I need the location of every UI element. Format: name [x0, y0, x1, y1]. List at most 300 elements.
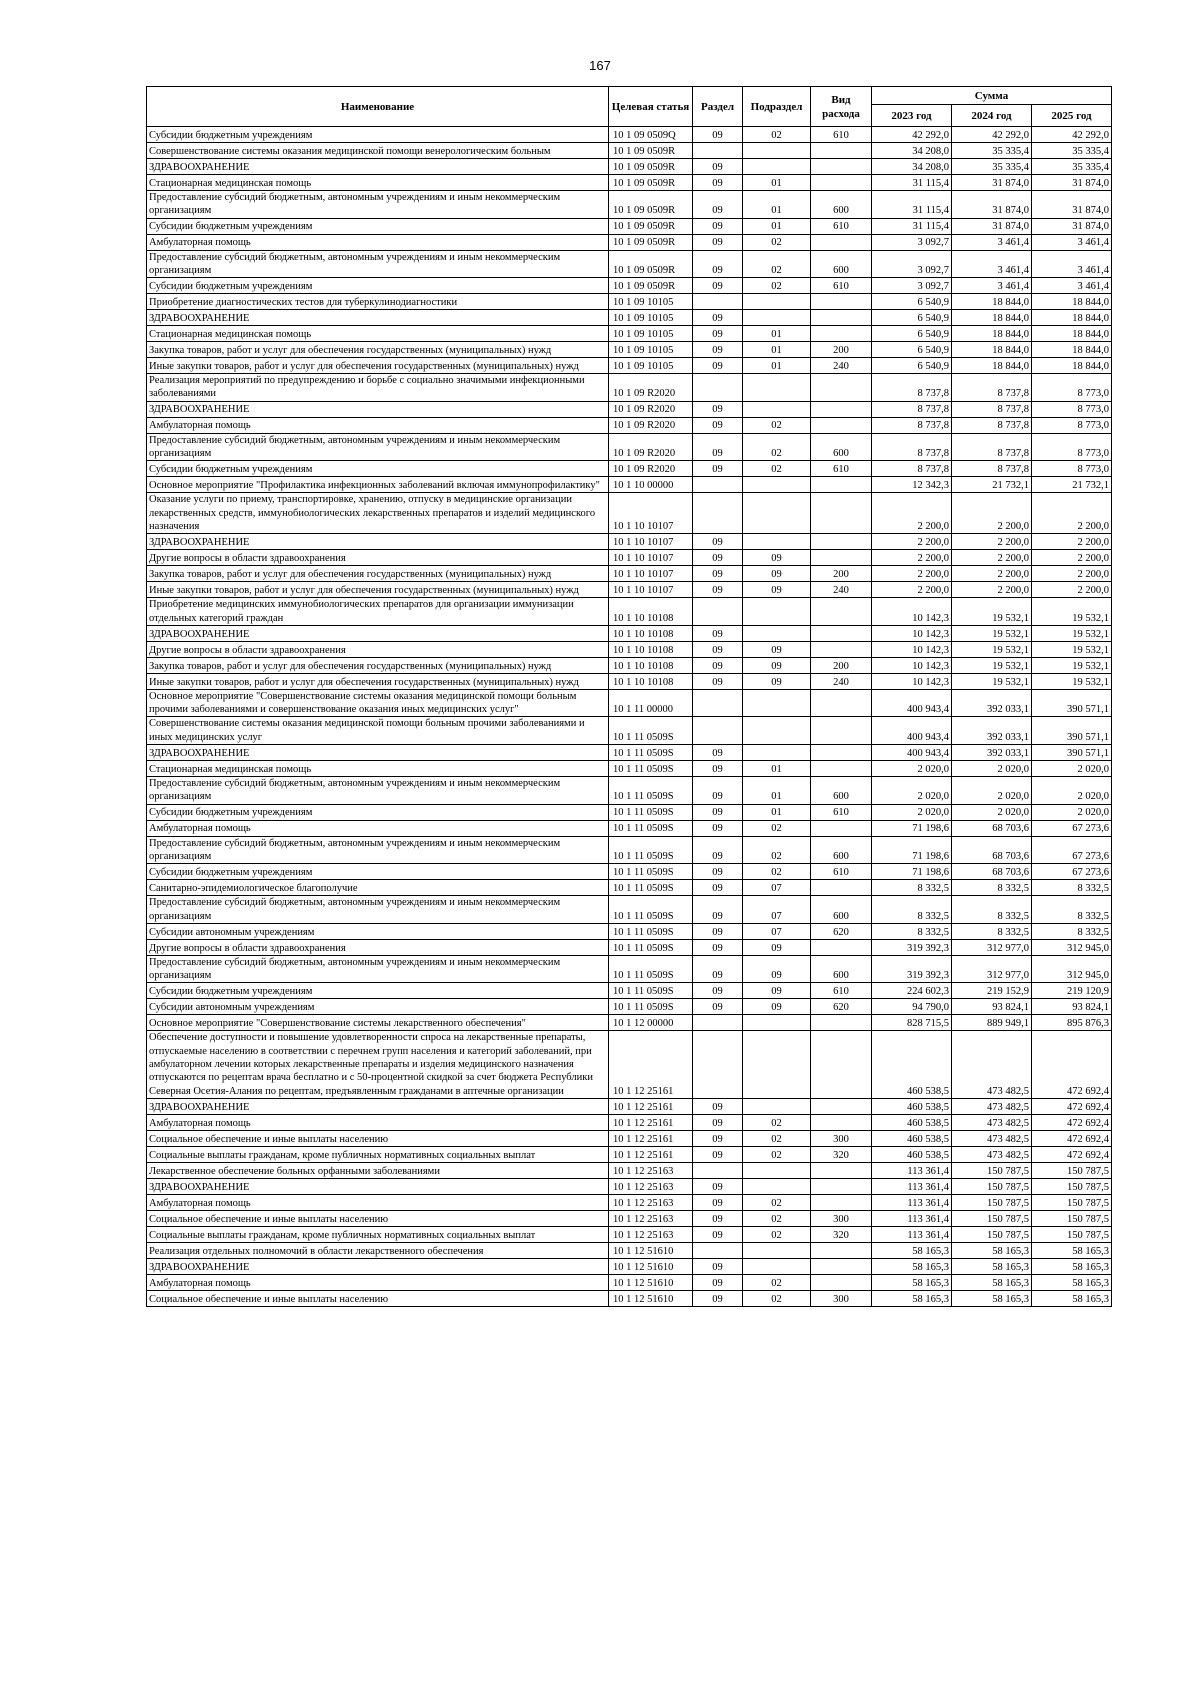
header-name: Наименование: [147, 87, 609, 127]
row-expense-type: [811, 234, 872, 250]
header-year-2024: 2024 год: [952, 105, 1032, 127]
row-subsection: 02: [743, 1146, 811, 1162]
row-sum-2024: 68 703,6: [952, 836, 1032, 864]
row-sum-2023: 2 200,0: [872, 534, 952, 550]
row-target-article: 10 1 11 0509S: [609, 761, 693, 777]
row-sum-2024: 312 977,0: [952, 939, 1032, 955]
table-row: [147, 358, 1112, 374]
row-expense-type: 600: [811, 836, 872, 864]
row-sum-2023: 58 165,3: [872, 1242, 952, 1258]
row-name: Субсидии автономным учреждениям: [147, 999, 609, 1015]
row-name: Предоставление субсидий бюджетным, автономным учреждениям и иным некоммерческим организациям: [147, 955, 609, 983]
row-sum-2025: 472 692,4: [1032, 1130, 1112, 1146]
row-section: 09: [693, 657, 743, 673]
row-sum-2024: 473 482,5: [952, 1031, 1032, 1098]
row-sum-2025: 67 273,6: [1032, 836, 1112, 864]
row-target-article: 10 1 12 25163: [609, 1210, 693, 1226]
row-name: ЗДРАВООХРАНЕНИЕ: [147, 1258, 609, 1274]
row-name: Социальные выплаты гражданам, кроме публичных нормативных социальных выплат: [147, 1226, 609, 1242]
row-subsection: [743, 143, 811, 159]
row-section: 09: [693, 566, 743, 582]
table-row: [147, 310, 1112, 326]
row-section: 09: [693, 999, 743, 1015]
table-row: [147, 477, 1112, 493]
row-subsection: [743, 1242, 811, 1258]
row-sum-2023: 58 165,3: [872, 1258, 952, 1274]
row-sum-2023: 6 540,9: [872, 294, 952, 310]
table-row: [147, 1210, 1112, 1226]
row-target-article: 10 1 09 0509R: [609, 191, 693, 219]
row-expense-type: 320: [811, 1146, 872, 1162]
row-section: 09: [693, 1178, 743, 1194]
row-sum-2024: 150 787,5: [952, 1210, 1032, 1226]
row-sum-2024: 2 200,0: [952, 550, 1032, 566]
row-section: 09: [693, 804, 743, 820]
row-sum-2025: 472 692,4: [1032, 1146, 1112, 1162]
row-sum-2024: 3 461,4: [952, 278, 1032, 294]
row-sum-2024: 473 482,5: [952, 1114, 1032, 1130]
table-row: [147, 1015, 1112, 1031]
row-sum-2023: 2 020,0: [872, 761, 952, 777]
row-sum-2023: 71 198,6: [872, 836, 952, 864]
table-row: [147, 250, 1112, 278]
row-target-article: 10 1 11 00000: [609, 689, 693, 717]
row-sum-2023: 460 538,5: [872, 1130, 952, 1146]
header-section: Раздел: [693, 87, 743, 127]
row-expense-type: [811, 1114, 872, 1130]
row-name: Оказание услуги по приему, транспортировке, хранению, отпуску в медицинские организации лекарственных средств, иммунобиологических лекарственных препаратов и изделий медицинского назначения: [147, 493, 609, 534]
row-name: Амбулаторная помощь: [147, 1114, 609, 1130]
row-sum-2025: 2 200,0: [1032, 493, 1112, 534]
row-subsection: [743, 477, 811, 493]
row-name: Предоставление субсидий бюджетным, автономным учреждениям и иным некоммерческим организациям: [147, 836, 609, 864]
row-sum-2023: 6 540,9: [872, 358, 952, 374]
row-sum-2023: 113 361,4: [872, 1162, 952, 1178]
row-sum-2025: 2 200,0: [1032, 582, 1112, 598]
row-sum-2024: 3 461,4: [952, 234, 1032, 250]
row-expense-type: [811, 477, 872, 493]
table-row: [147, 582, 1112, 598]
table-row: [147, 745, 1112, 761]
row-expense-type: [811, 820, 872, 836]
row-target-article: 10 1 11 0509S: [609, 864, 693, 880]
row-name: Социальное обеспечение и иные выплаты населению: [147, 1130, 609, 1146]
row-sum-2023: 828 715,5: [872, 1015, 952, 1031]
row-target-article: 10 1 10 10107: [609, 493, 693, 534]
row-sum-2023: 31 115,4: [872, 191, 952, 219]
row-sum-2025: 150 787,5: [1032, 1210, 1112, 1226]
table-row: [147, 999, 1112, 1015]
row-sum-2024: 150 787,5: [952, 1226, 1032, 1242]
row-name: Предоставление субсидий бюджетным, автономным учреждениям и иным некоммерческим организациям: [147, 777, 609, 805]
row-sum-2024: 2 020,0: [952, 777, 1032, 805]
table-row: [147, 159, 1112, 175]
row-sum-2025: 150 787,5: [1032, 1178, 1112, 1194]
row-sum-2023: 10 142,3: [872, 673, 952, 689]
row-section: 09: [693, 433, 743, 461]
row-section: 09: [693, 278, 743, 294]
row-target-article: 10 1 11 0509S: [609, 955, 693, 983]
row-expense-type: [811, 939, 872, 955]
row-sum-2023: 8 737,8: [872, 417, 952, 433]
row-sum-2023: 8 737,8: [872, 401, 952, 417]
row-target-article: 10 1 11 0509S: [609, 983, 693, 999]
header-sum: Сумма: [872, 87, 1112, 105]
row-target-article: 10 1 12 25161: [609, 1146, 693, 1162]
row-sum-2023: 2 200,0: [872, 493, 952, 534]
row-subsection: [743, 493, 811, 534]
row-expense-type: 200: [811, 342, 872, 358]
row-sum-2024: 58 165,3: [952, 1242, 1032, 1258]
row-sum-2024: 150 787,5: [952, 1178, 1032, 1194]
row-subsection: 02: [743, 278, 811, 294]
row-sum-2023: 6 540,9: [872, 310, 952, 326]
table-body: [147, 127, 1112, 1307]
row-target-article: 10 1 09 10105: [609, 310, 693, 326]
row-section: 09: [693, 1114, 743, 1130]
row-expense-type: 240: [811, 673, 872, 689]
row-subsection: [743, 1031, 811, 1098]
row-name: Иные закупки товаров, работ и услуг для обеспечения государственных (муниципальных) нужд: [147, 358, 609, 374]
row-name: ЗДРАВООХРАНЕНИЕ: [147, 534, 609, 550]
row-sum-2025: 8 773,0: [1032, 417, 1112, 433]
row-subsection: 02: [743, 836, 811, 864]
row-expense-type: [811, 175, 872, 191]
table-row: [147, 1130, 1112, 1146]
row-subsection: [743, 1162, 811, 1178]
row-target-article: 10 1 11 0509S: [609, 804, 693, 820]
row-section: 09: [693, 1130, 743, 1146]
table-row: [147, 1178, 1112, 1194]
row-sum-2023: 319 392,3: [872, 955, 952, 983]
row-section: [693, 374, 743, 402]
row-expense-type: 610: [811, 983, 872, 999]
row-name: Амбулаторная помощь: [147, 234, 609, 250]
row-expense-type: 600: [811, 250, 872, 278]
row-sum-2024: 21 732,1: [952, 477, 1032, 493]
row-subsection: 02: [743, 864, 811, 880]
row-subsection: 09: [743, 566, 811, 582]
row-target-article: 10 1 11 0509S: [609, 745, 693, 761]
row-sum-2025: 2 020,0: [1032, 804, 1112, 820]
row-sum-2025: 2 020,0: [1032, 777, 1112, 805]
row-sum-2024: 58 165,3: [952, 1258, 1032, 1274]
row-expense-type: [811, 761, 872, 777]
table-row: [147, 342, 1112, 358]
row-section: [693, 1242, 743, 1258]
row-target-article: 10 1 09 R2020: [609, 433, 693, 461]
table-row: [147, 657, 1112, 673]
row-sum-2024: 42 292,0: [952, 127, 1032, 143]
row-target-article: 10 1 09 0509R: [609, 175, 693, 191]
row-target-article: 10 1 12 25163: [609, 1194, 693, 1210]
row-name: Санитарно-эпидемиологическое благополучие: [147, 880, 609, 896]
row-section: [693, 598, 743, 626]
row-sum-2025: 472 692,4: [1032, 1114, 1112, 1130]
row-sum-2025: 18 844,0: [1032, 310, 1112, 326]
row-expense-type: [811, 689, 872, 717]
table-row: [147, 717, 1112, 745]
row-sum-2023: 113 361,4: [872, 1194, 952, 1210]
row-target-article: 10 1 12 25161: [609, 1114, 693, 1130]
row-sum-2025: 67 273,6: [1032, 864, 1112, 880]
row-section: [693, 143, 743, 159]
row-expense-type: 600: [811, 191, 872, 219]
row-expense-type: 320: [811, 1226, 872, 1242]
row-subsection: 09: [743, 582, 811, 598]
row-subsection: 02: [743, 250, 811, 278]
table-row: [147, 278, 1112, 294]
row-name: Субсидии бюджетным учреждениям: [147, 278, 609, 294]
row-section: 09: [693, 191, 743, 219]
row-sum-2023: 58 165,3: [872, 1274, 952, 1290]
row-target-article: 10 1 09 10105: [609, 358, 693, 374]
table-row: [147, 550, 1112, 566]
row-sum-2023: 319 392,3: [872, 939, 952, 955]
budget-table: [146, 86, 1112, 1307]
row-sum-2025: 21 732,1: [1032, 477, 1112, 493]
row-target-article: 10 1 09 R2020: [609, 461, 693, 477]
row-name: Приобретение диагностических тестов для туберкулинодиагностики: [147, 294, 609, 310]
row-expense-type: 300: [811, 1210, 872, 1226]
row-expense-type: [811, 1258, 872, 1274]
row-section: [693, 1015, 743, 1031]
row-sum-2024: 8 332,5: [952, 880, 1032, 896]
row-subsection: [743, 1178, 811, 1194]
row-name: Амбулаторная помощь: [147, 417, 609, 433]
row-sum-2024: 150 787,5: [952, 1162, 1032, 1178]
row-target-article: 10 1 11 0509S: [609, 896, 693, 924]
row-sum-2024: 18 844,0: [952, 294, 1032, 310]
row-expense-type: [811, 1274, 872, 1290]
row-expense-type: 240: [811, 582, 872, 598]
row-sum-2023: 113 361,4: [872, 1178, 952, 1194]
row-subsection: 09: [743, 641, 811, 657]
row-sum-2025: 2 200,0: [1032, 534, 1112, 550]
row-expense-type: [811, 401, 872, 417]
row-expense-type: [811, 641, 872, 657]
table-row: [147, 836, 1112, 864]
row-target-article: 10 1 09 0509R: [609, 234, 693, 250]
row-target-article: 10 1 09 R2020: [609, 417, 693, 433]
row-section: [693, 689, 743, 717]
row-target-article: 10 1 10 10107: [609, 534, 693, 550]
page-number: 167: [589, 58, 611, 73]
row-expense-type: 610: [811, 127, 872, 143]
row-subsection: 01: [743, 326, 811, 342]
row-sum-2024: 68 703,6: [952, 820, 1032, 836]
row-section: 09: [693, 310, 743, 326]
row-sum-2025: 8 773,0: [1032, 401, 1112, 417]
row-sum-2025: 8 773,0: [1032, 433, 1112, 461]
row-sum-2023: 6 540,9: [872, 342, 952, 358]
row-expense-type: [811, 598, 872, 626]
row-section: [693, 493, 743, 534]
table-row: [147, 625, 1112, 641]
row-name: Амбулаторная помощь: [147, 1274, 609, 1290]
row-sum-2025: 19 532,1: [1032, 625, 1112, 641]
row-sum-2024: 312 977,0: [952, 955, 1032, 983]
table-row: [147, 143, 1112, 159]
row-subsection: 02: [743, 820, 811, 836]
row-expense-type: 600: [811, 896, 872, 924]
table-row: [147, 939, 1112, 955]
row-target-article: 10 1 10 10108: [609, 641, 693, 657]
row-sum-2024: 31 874,0: [952, 218, 1032, 234]
row-sum-2025: 472 692,4: [1032, 1031, 1112, 1098]
row-expense-type: 200: [811, 657, 872, 673]
table-row: [147, 923, 1112, 939]
row-sum-2024: 35 335,4: [952, 159, 1032, 175]
row-expense-type: 240: [811, 358, 872, 374]
row-expense-type: 300: [811, 1130, 872, 1146]
row-sum-2025: 31 874,0: [1032, 218, 1112, 234]
row-subsection: 01: [743, 191, 811, 219]
row-target-article: 10 1 09 10105: [609, 326, 693, 342]
row-expense-type: 620: [811, 923, 872, 939]
row-name: Реализация мероприятий по предупреждению и борьбе с социально значимыми инфекционными заболеваниями: [147, 374, 609, 402]
table-row: [147, 761, 1112, 777]
row-target-article: 10 1 11 0509S: [609, 923, 693, 939]
row-sum-2024: 19 532,1: [952, 641, 1032, 657]
row-section: 09: [693, 923, 743, 939]
row-target-article: 10 1 12 00000: [609, 1015, 693, 1031]
row-section: 09: [693, 880, 743, 896]
row-target-article: 10 1 09 R2020: [609, 374, 693, 402]
table-row: [147, 673, 1112, 689]
row-sum-2024: 2 020,0: [952, 804, 1032, 820]
row-subsection: [743, 717, 811, 745]
row-section: 09: [693, 250, 743, 278]
row-sum-2025: 42 292,0: [1032, 127, 1112, 143]
row-sum-2025: 58 165,3: [1032, 1258, 1112, 1274]
row-name: Закупка товаров, работ и услуг для обеспечения государственных (муниципальных) нужд: [147, 342, 609, 358]
row-sum-2024: 473 482,5: [952, 1146, 1032, 1162]
row-name: Другие вопросы в области здравоохранения: [147, 641, 609, 657]
row-sum-2023: 42 292,0: [872, 127, 952, 143]
row-target-article: 10 1 12 51610: [609, 1258, 693, 1274]
row-sum-2025: 390 571,1: [1032, 745, 1112, 761]
row-name: Стационарная медицинская помощь: [147, 175, 609, 191]
row-target-article: 10 1 11 0509S: [609, 999, 693, 1015]
row-sum-2024: 8 737,8: [952, 401, 1032, 417]
row-name: Субсидии бюджетным учреждениям: [147, 983, 609, 999]
row-sum-2024: 31 874,0: [952, 175, 1032, 191]
row-section: 09: [693, 127, 743, 143]
table-row: [147, 1162, 1112, 1178]
table-row: [147, 1226, 1112, 1242]
table-row: [147, 1114, 1112, 1130]
row-sum-2024: 18 844,0: [952, 342, 1032, 358]
header-target-article: Целевая статья: [609, 87, 693, 127]
row-sum-2025: 58 165,3: [1032, 1290, 1112, 1306]
header-year-2023: 2023 год: [872, 105, 952, 127]
row-subsection: 09: [743, 983, 811, 999]
row-sum-2023: 8 332,5: [872, 923, 952, 939]
row-subsection: 02: [743, 461, 811, 477]
row-subsection: 09: [743, 657, 811, 673]
row-name: Предоставление субсидий бюджетным, автономным учреждениям и иным некоммерческим организациям: [147, 191, 609, 219]
row-section: 09: [693, 1194, 743, 1210]
row-sum-2024: 8 332,5: [952, 923, 1032, 939]
row-expense-type: [811, 1098, 872, 1114]
row-subsection: 02: [743, 1194, 811, 1210]
row-expense-type: [811, 745, 872, 761]
row-sum-2025: 150 787,5: [1032, 1162, 1112, 1178]
row-subsection: 02: [743, 1210, 811, 1226]
row-subsection: [743, 1015, 811, 1031]
row-section: 09: [693, 939, 743, 955]
row-expense-type: [811, 880, 872, 896]
row-expense-type: [811, 1031, 872, 1098]
table-row: [147, 983, 1112, 999]
row-sum-2023: 10 142,3: [872, 598, 952, 626]
row-sum-2023: 31 115,4: [872, 218, 952, 234]
row-subsection: [743, 374, 811, 402]
row-section: 09: [693, 234, 743, 250]
row-name: Предоставление субсидий бюджетным, автономным учреждениям и иным некоммерческим организациям: [147, 896, 609, 924]
row-sum-2025: 31 874,0: [1032, 175, 1112, 191]
row-target-article: 10 1 09 10105: [609, 294, 693, 310]
row-sum-2024: 18 844,0: [952, 310, 1032, 326]
row-sum-2023: 71 198,6: [872, 820, 952, 836]
row-name: ЗДРАВООХРАНЕНИЕ: [147, 159, 609, 175]
row-subsection: [743, 745, 811, 761]
row-sum-2024: 93 824,1: [952, 999, 1032, 1015]
row-subsection: 09: [743, 955, 811, 983]
row-subsection: [743, 401, 811, 417]
row-subsection: 02: [743, 1130, 811, 1146]
row-sum-2025: 150 787,5: [1032, 1194, 1112, 1210]
row-expense-type: [811, 1015, 872, 1031]
row-name: Обеспечение доступности и повышение удовлетворенности спроса на лекарственные препараты, отпускаемые населению в соответствии с перечнем групп населения и категорий заболеваний, при амбулаторном лечении которых лекарственные препараты и изделия медицинского назначения отпускаются по рецептам врача бесплатно и с 50-процентной скидкой за счет бюджета Республики Северная Осетия-Алания по рецептам, предъявленным гражданами в аптечные организации: [147, 1031, 609, 1098]
row-target-article: 10 1 12 51610: [609, 1274, 693, 1290]
row-section: 09: [693, 777, 743, 805]
row-sum-2024: 19 532,1: [952, 673, 1032, 689]
table-row: [147, 864, 1112, 880]
row-section: [693, 717, 743, 745]
row-expense-type: 610: [811, 864, 872, 880]
row-sum-2023: 8 332,5: [872, 896, 952, 924]
row-sum-2025: 19 532,1: [1032, 673, 1112, 689]
row-target-article: 10 1 11 0509S: [609, 939, 693, 955]
row-subsection: 02: [743, 127, 811, 143]
row-expense-type: 610: [811, 804, 872, 820]
row-section: 09: [693, 745, 743, 761]
row-expense-type: 600: [811, 955, 872, 983]
row-subsection: 01: [743, 218, 811, 234]
row-target-article: 10 1 11 0509S: [609, 880, 693, 896]
row-sum-2023: 8 737,8: [872, 461, 952, 477]
row-sum-2024: 3 461,4: [952, 250, 1032, 278]
table-row: [147, 1242, 1112, 1258]
row-subsection: [743, 689, 811, 717]
row-expense-type: 200: [811, 566, 872, 582]
table-row: [147, 175, 1112, 191]
table-row: [147, 417, 1112, 433]
row-section: 09: [693, 820, 743, 836]
row-section: 09: [693, 1098, 743, 1114]
row-subsection: [743, 310, 811, 326]
row-name: Субсидии бюджетным учреждениям: [147, 461, 609, 477]
row-target-article: 10 1 11 0509S: [609, 836, 693, 864]
row-target-article: 10 1 10 10108: [609, 598, 693, 626]
table-row: [147, 804, 1112, 820]
table-row: [147, 1146, 1112, 1162]
row-name: Совершенствование системы оказания медицинской помощи венерологическим больным: [147, 143, 609, 159]
row-subsection: 01: [743, 358, 811, 374]
table-row: [147, 955, 1112, 983]
